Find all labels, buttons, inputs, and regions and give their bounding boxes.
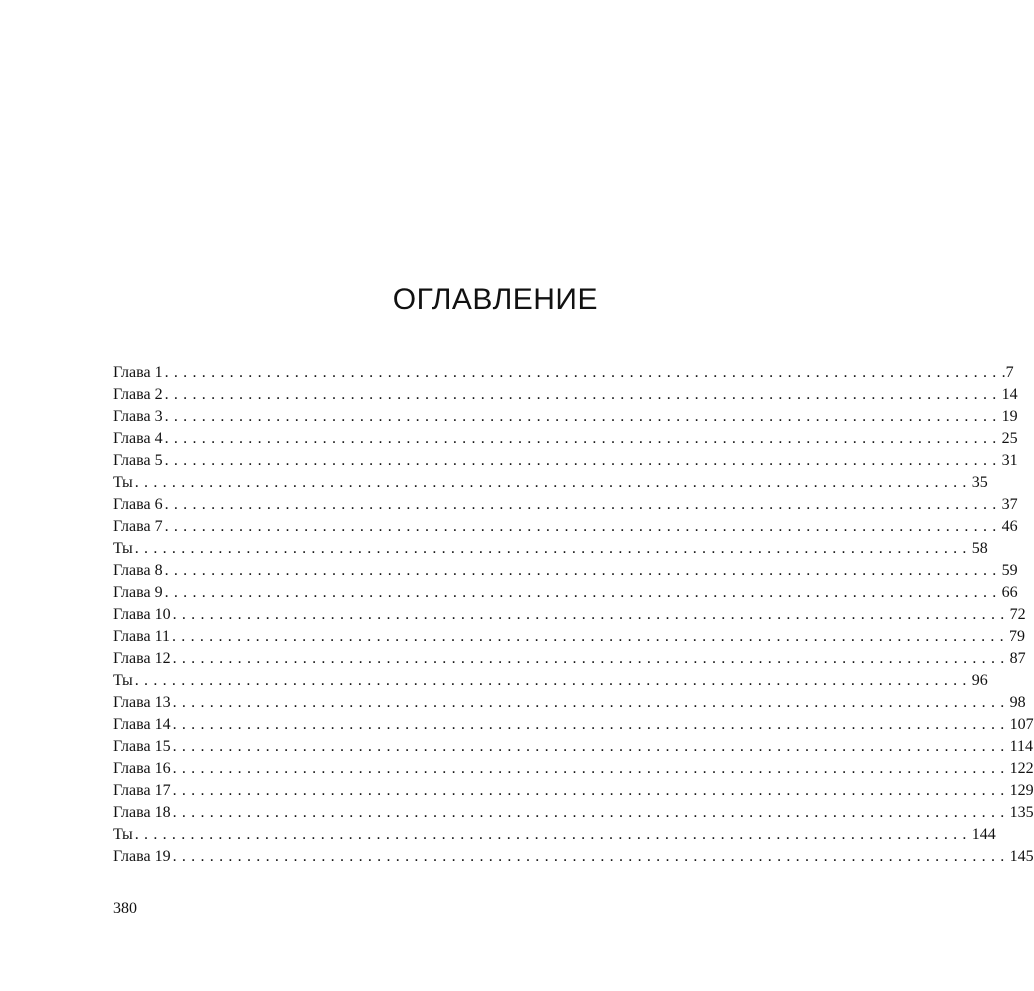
toc-entry[interactable] <box>113 604 1026 626</box>
toc-leader-dots: .......................................................................................... <box>172 804 1010 821</box>
toc-entry-page: 135 <box>1009 804 1034 821</box>
toc-entry[interactable] <box>113 560 1018 582</box>
toc-entry-page: 58 <box>971 540 988 557</box>
toc-entry-page: 87 <box>1009 650 1026 667</box>
toc-entry-label: Глава 12 <box>113 650 171 667</box>
table-of-contents <box>113 362 1034 868</box>
toc-leader-dots: .......................................................................................... <box>164 408 1002 425</box>
toc-entry-label: Глава 14 <box>113 716 171 733</box>
toc-leader-dots: .......................................................................................... <box>134 826 972 843</box>
toc-leader-dots: .......................................................................................... <box>172 738 1010 755</box>
toc-entry-page: 96 <box>971 672 988 689</box>
toc-entry-page: 72 <box>1009 606 1026 623</box>
toc-entry-label: Глава 3 <box>113 408 163 425</box>
toc-leader-dots: .......................................................................................... <box>164 562 1002 579</box>
toc-leader-dots: .......................................................................................... <box>172 650 1010 667</box>
toc-entry[interactable] <box>113 384 1018 406</box>
toc-entry[interactable] <box>113 362 1014 384</box>
toc-entry-page: 98 <box>1009 694 1026 711</box>
toc-entry-page: 59 <box>1001 562 1018 579</box>
toc-entry[interactable] <box>113 670 988 692</box>
toc-entry[interactable] <box>113 450 1018 472</box>
toc-entry[interactable] <box>113 406 1018 428</box>
toc-entry-label: Глава 15 <box>113 738 171 755</box>
toc-entry-page: 122 <box>1009 760 1034 777</box>
toc-entry[interactable] <box>113 736 1033 758</box>
page-title: ОГЛАВЛЕНИЕ <box>392 283 598 316</box>
toc-entry-label: Глава 1 <box>113 364 163 381</box>
toc-leader-dots: .......................................................................................... <box>172 848 1010 865</box>
toc-entry-label: Глава 2 <box>113 386 163 403</box>
toc-leader-dots: .......................................................................................... <box>172 716 1010 733</box>
toc-entry[interactable] <box>113 538 988 560</box>
toc-entry-label: Ты <box>113 672 133 689</box>
toc-entry-label: Ты <box>113 826 133 843</box>
toc-entry-label: Глава 19 <box>113 848 171 865</box>
toc-entry-page: 145 <box>1009 848 1034 865</box>
toc-entry-page: 19 <box>1001 408 1018 425</box>
toc-entry-page: 144 <box>971 826 996 843</box>
toc-entry[interactable] <box>113 428 1018 450</box>
toc-entry[interactable] <box>113 824 996 846</box>
toc-entry[interactable] <box>113 472 988 494</box>
toc-entry[interactable] <box>113 780 1034 802</box>
toc-entry-page: 66 <box>1001 584 1018 601</box>
toc-leader-dots: .......................................................................................... <box>134 474 972 491</box>
toc-leader-dots: .......................................................................................... <box>164 364 1002 381</box>
toc-entry[interactable] <box>113 582 1018 604</box>
toc-entry-page: 79 <box>1008 628 1025 645</box>
toc-leader-dots: .......................................................................................... <box>172 606 1010 623</box>
toc-entry-label: Глава 17 <box>113 782 171 799</box>
toc-leader-dots: .......................................................................................... <box>172 782 1010 799</box>
toc-leader-dots: .......................................................................................... <box>164 430 1002 447</box>
toc-leader-dots: .......................................................................................... <box>164 496 1002 513</box>
toc-leader-dots: .......................................................................................... <box>164 452 1002 469</box>
toc-entry[interactable] <box>113 516 1018 538</box>
toc-entry-label: Глава 11 <box>113 628 170 645</box>
toc-entry[interactable] <box>113 648 1026 670</box>
toc-leader-dots: .......................................................................................... <box>164 584 1002 601</box>
toc-entry-label: Глава 7 <box>113 518 163 535</box>
toc-leader-dots: .......................................................................................... <box>134 672 972 689</box>
toc-entry-label: Ты <box>113 540 133 557</box>
toc-entry-label: Глава 6 <box>113 496 163 513</box>
toc-entry[interactable] <box>113 714 1034 736</box>
toc-entry-label: Глава 9 <box>113 584 163 601</box>
toc-entry-page: 129 <box>1009 782 1034 799</box>
toc-entry-label: Глава 16 <box>113 760 171 777</box>
toc-entry-label: Глава 4 <box>113 430 163 447</box>
toc-entry-page: 46 <box>1001 518 1018 535</box>
toc-entry[interactable] <box>113 802 1034 824</box>
toc-entry-page: 107 <box>1009 716 1034 733</box>
toc-leader-dots: .......................................................................................... <box>164 518 1002 535</box>
toc-entry-label: Глава 5 <box>113 452 163 469</box>
toc-entry-page: 31 <box>1001 452 1018 469</box>
page-number: 380 <box>113 900 137 917</box>
toc-entry-page: 37 <box>1001 496 1018 513</box>
toc-leader-dots: .......................................................................................... <box>172 694 1010 711</box>
toc-entry-page: 114 <box>1009 738 1033 755</box>
toc-entry[interactable] <box>113 494 1018 516</box>
toc-entry-page: 35 <box>971 474 988 491</box>
toc-entry[interactable] <box>113 626 1025 648</box>
toc-entry[interactable] <box>113 692 1026 714</box>
toc-entry-label: Глава 10 <box>113 606 171 623</box>
toc-entry-page: 14 <box>1001 386 1018 403</box>
toc-entry[interactable] <box>113 758 1034 780</box>
toc-entry[interactable] <box>113 846 1034 868</box>
toc-entry-label: Ты <box>113 474 133 491</box>
toc-entry-label: Глава 13 <box>113 694 171 711</box>
toc-leader-dots: .......................................................................................... <box>164 386 1002 403</box>
toc-leader-dots: .......................................................................................... <box>171 628 1009 645</box>
toc-entry-label: Глава 18 <box>113 804 171 821</box>
toc-leader-dots: .......................................................................................... <box>172 760 1010 777</box>
toc-entry-page: 25 <box>1001 430 1018 447</box>
toc-leader-dots: .......................................................................................... <box>134 540 972 557</box>
toc-entry-page: .7 <box>1001 364 1014 381</box>
toc-entry-label: Глава 8 <box>113 562 163 579</box>
